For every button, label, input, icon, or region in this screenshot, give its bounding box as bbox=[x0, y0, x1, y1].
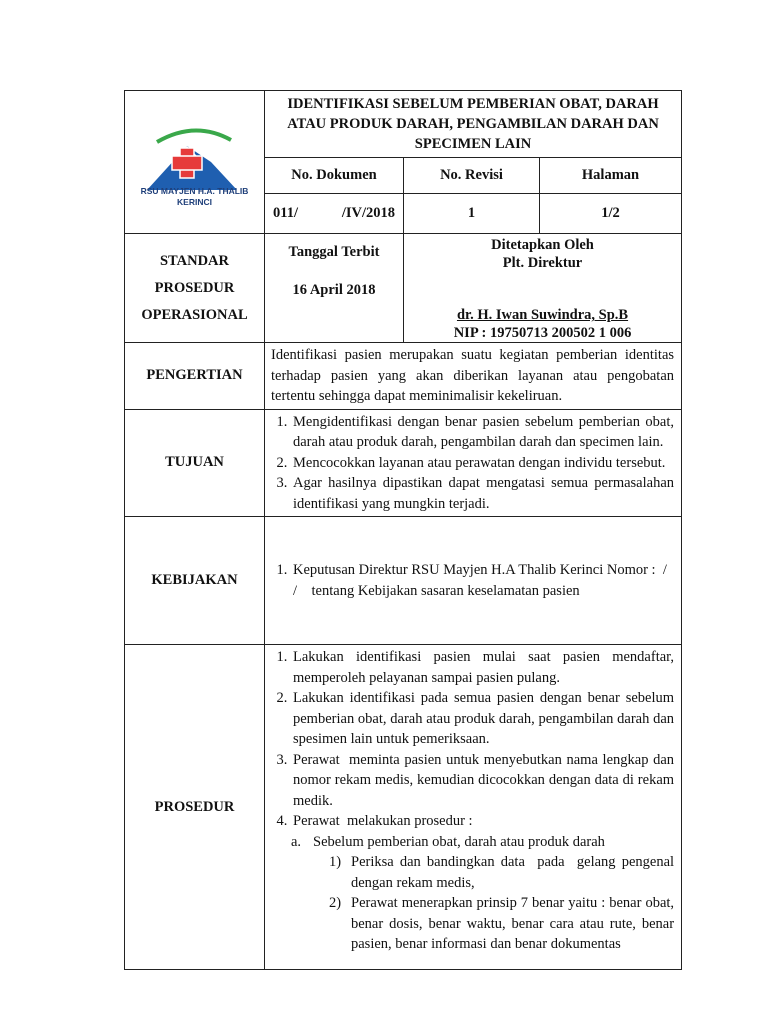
halaman-value: 1/2 bbox=[540, 194, 682, 234]
prosedur-item: 3. Perawat meminta pasien untuk menyebutkan nama lengkap dan nomor rekam medis, kemudian dicocokkan dengan data di rekam medik. bbox=[291, 750, 674, 812]
prosedur-cell bbox=[265, 645, 682, 970]
prosedur-sub-sub-text: Perawat menerapkan prinsip 7 benar yaitu : benar obat, benar dosis, benar waktu, benar cara atau rute, benar pasien, benar informasi dan benar dokumentas bbox=[351, 895, 675, 952]
no-revisi-value: 1 bbox=[404, 194, 540, 234]
tanggal-terbit-value: 16 April 2018 bbox=[292, 282, 376, 298]
no-dokumen-part-b: /IV/2018 bbox=[341, 205, 395, 221]
no-dokumen-value bbox=[265, 194, 404, 234]
prosedur-label: PROSEDUR bbox=[125, 645, 265, 970]
ditetapkan-line1: Ditetapkan Oleh bbox=[491, 237, 594, 253]
prosedur-sub-sub-marker: 1) bbox=[329, 854, 342, 870]
sop-label-line2: PROSEDUR bbox=[154, 279, 235, 296]
tujuan-label: TUJUAN bbox=[125, 409, 265, 517]
tujuan-list bbox=[271, 412, 674, 515]
sop-label-cell bbox=[125, 234, 265, 343]
prosedur-item-4-text: Perawat melakukan prosedur : bbox=[293, 813, 473, 829]
kebijakan-list bbox=[271, 560, 674, 601]
prosedur-list bbox=[271, 647, 678, 955]
logo-text-line1: RSU MAYJEN H.A. THALIB bbox=[140, 186, 249, 196]
kebijakan-item: 1. Keputusan Direktur RSU Mayjen H.A Thalib Kerinci Nomor : / / tentang Kebijakan sasaran keselamatan pasien bbox=[291, 560, 674, 601]
hospital-logo-cell bbox=[125, 91, 265, 234]
prosedur-sub-sub-list bbox=[313, 852, 678, 955]
prosedur-sub-sub-item bbox=[329, 852, 678, 893]
director-name: dr. H. Iwan Suwindra, Sp.B bbox=[456, 307, 629, 323]
halaman-label: Halaman bbox=[540, 158, 682, 194]
sop-document bbox=[124, 90, 681, 970]
ditetapkan-line2: Plt. Direktur bbox=[502, 255, 583, 271]
prosedur-item-4 bbox=[291, 811, 678, 955]
kebijakan-label: KEBIJAKAN bbox=[125, 517, 265, 645]
pengertian-text: Identifikasi pasien merupakan suatu kegiatan pemberian identitas terhadap pasien yang akan diberikan layanan atau pengobatan tertentu sehingga dapat meminimalisir kekeliruan. bbox=[265, 343, 682, 410]
prosedur-sub-marker: a. bbox=[291, 833, 302, 850]
ditetapkan-cell bbox=[404, 234, 682, 343]
hospital-logo bbox=[125, 102, 264, 222]
prosedur-sub-list bbox=[291, 832, 678, 955]
prosedur-sub-sub-marker: 2) bbox=[329, 895, 342, 911]
kebijakan-cell bbox=[265, 517, 682, 645]
no-dokumen-part-a: 011/ bbox=[273, 205, 298, 221]
sop-label-line3: OPERASIONAL bbox=[141, 306, 248, 323]
director-nip: NIP : 19750713 200502 1 006 bbox=[453, 325, 632, 341]
sop-label-line1: STANDAR bbox=[159, 252, 230, 269]
pengertian-label: PENGERTIAN bbox=[125, 343, 265, 410]
logo-text-line2: KERINCI bbox=[177, 197, 212, 207]
no-revisi-label: No. Revisi bbox=[404, 158, 540, 194]
no-dokumen-label: No. Dokumen bbox=[265, 158, 404, 194]
prosedur-sub-sub-text: Periksa dan bandingkan data pada gelang pengenal dengan rekam medis, bbox=[351, 854, 678, 891]
prosedur-sub-item-a bbox=[291, 832, 678, 955]
prosedur-item: 2. Lakukan identifikasi pada semua pasien dengan benar sebelum pemberian obat, darah atau produk darah, pengambilan darah dan spesimen lain untuk pemeriksaan. bbox=[291, 688, 674, 750]
sop-table bbox=[124, 90, 682, 970]
tujuan-item: 3. Agar hasilnya dipastikan dapat mengatasi semua permasalahan identifikasi yang mungkin terjadi. bbox=[291, 473, 674, 514]
tujuan-item: 2. Mencocokkan layanan atau perawatan dengan individu tersebut. bbox=[291, 453, 674, 474]
tujuan-item: 1. Mengidentifikasi dengan benar pasien sebelum pemberian obat, darah atau produk darah, pengambilan darah dan specimen lain. bbox=[291, 412, 674, 453]
prosedur-sub-sub-item bbox=[329, 893, 675, 955]
document-title: IDENTIFIKASI SEBELUM PEMBERIAN OBAT, DARAH ATAU PRODUK DARAH, PENGAMBILAN DARAH DAN SPECIMEN LAIN bbox=[265, 91, 682, 158]
tujuan-cell bbox=[265, 409, 682, 517]
tanggal-terbit-label: Tanggal Terbit bbox=[288, 244, 380, 260]
prosedur-sub-text: Sebelum pemberian obat, darah atau produk darah bbox=[313, 833, 605, 850]
prosedur-item: 1. Lakukan identifikasi pasien mulai saat pasien mendaftar, memperoleh pelayanan sampai pasien pulang. bbox=[291, 647, 674, 688]
tanggal-terbit-cell bbox=[265, 234, 404, 343]
